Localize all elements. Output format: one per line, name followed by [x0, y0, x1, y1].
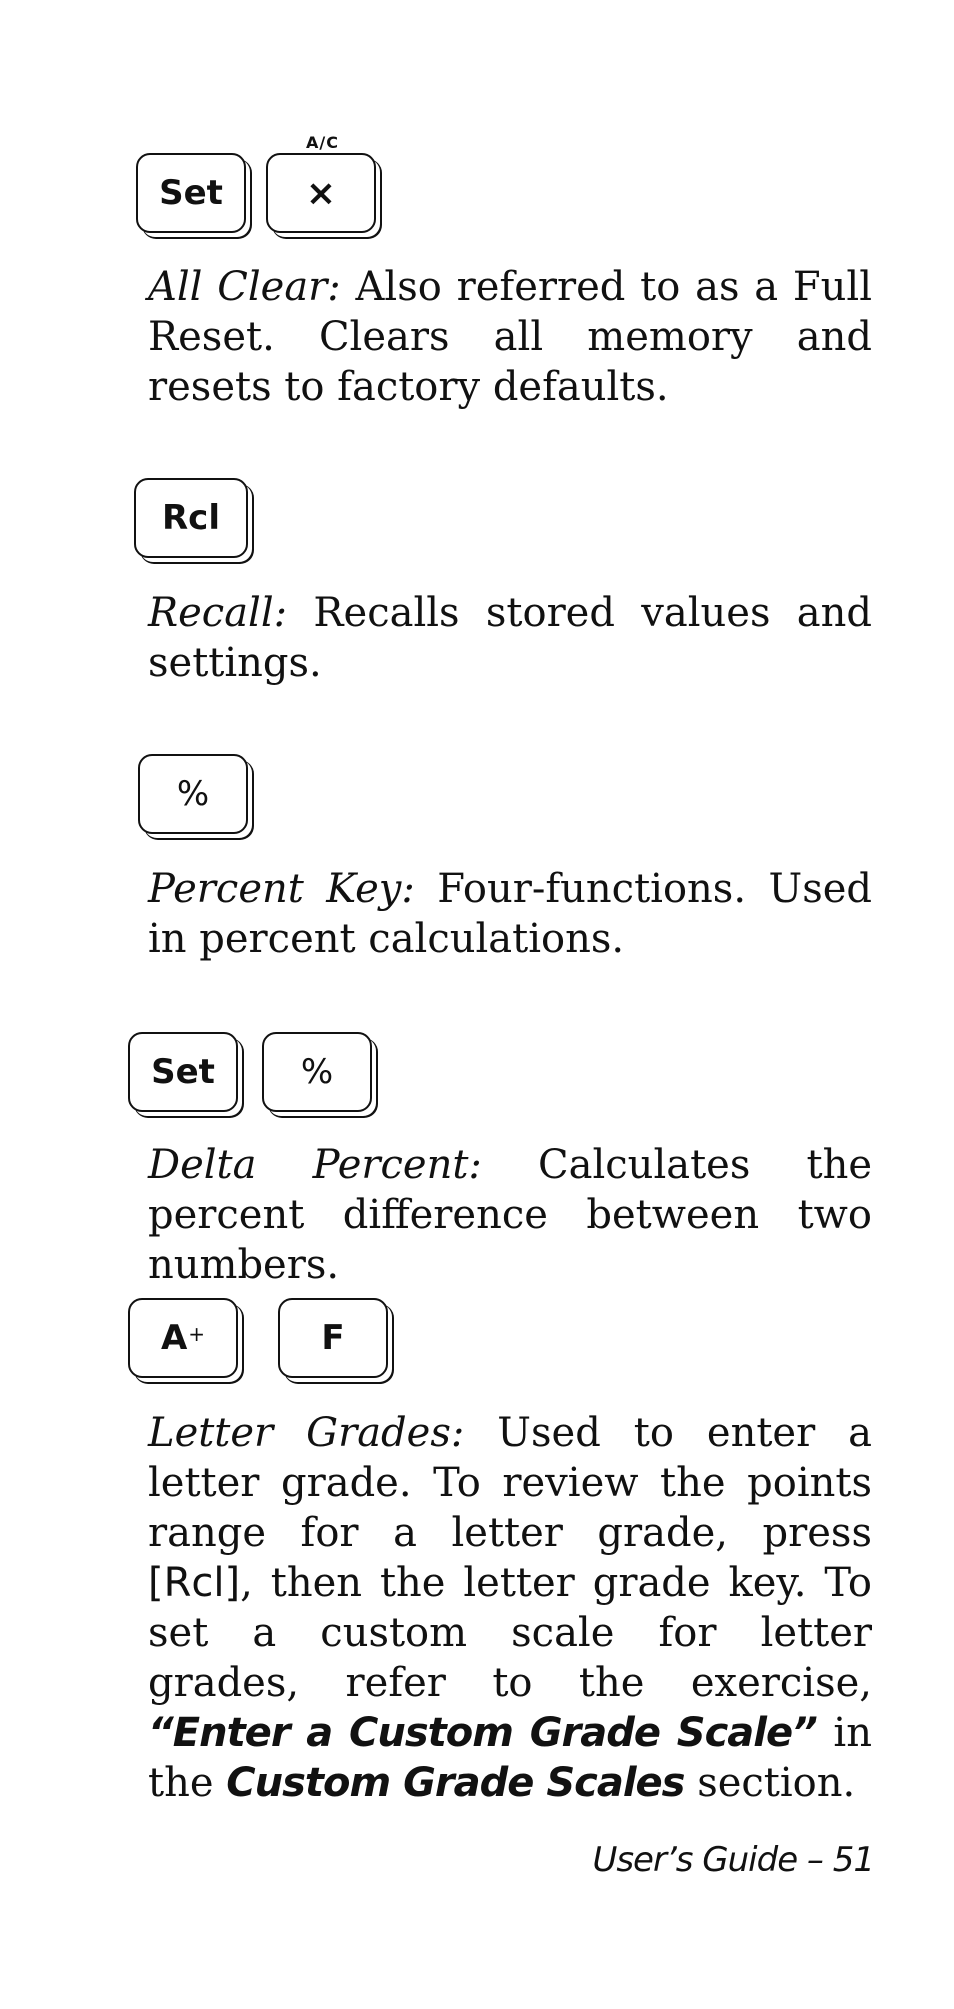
percent-description: Percent Key: Four-functions. Used in percent calculations. — [148, 866, 872, 962]
letter-grades-term: Letter Grades: — [148, 1410, 465, 1456]
a-plus-key: A + — [128, 1298, 238, 1378]
percent-term: Percent Key: — [148, 866, 415, 912]
ac-key-top-label: A/C — [306, 133, 339, 152]
all-clear-term: All Clear: — [148, 264, 341, 310]
page-footer: User’s Guide – 51 — [592, 1840, 874, 1880]
section-reference: Custom Grade Scales — [226, 1760, 685, 1806]
letter-grades-description: Letter Grades: Used to enter a letter grade. To review the points range for a letter grade, press [Rcl], then the letter grade key. To set a custom scale for letter grades, refer to the exercise, “Enter a Custom Grade Scale” in the Custom Grade Scales section. — [148, 1410, 872, 1806]
rcl-key: Rcl — [134, 478, 248, 558]
multiply-icon: × — [305, 172, 337, 214]
percent-key-delta: % — [262, 1032, 372, 1112]
recall-term: Recall: — [148, 590, 288, 636]
multiply-key — [266, 153, 376, 233]
delta-percent-term: Delta Percent: — [148, 1142, 482, 1188]
set-key: Set — [136, 153, 246, 233]
percent-key: % — [138, 754, 248, 834]
f-key: F — [278, 1298, 388, 1378]
recall-description: Recall: Recalls stored values and settings. — [148, 590, 872, 686]
set-key-delta: Set — [128, 1032, 238, 1112]
exercise-reference: “Enter a Custom Grade Scale” — [148, 1710, 817, 1756]
all-clear-description: All Clear: Also referred to as a Full Reset. Clears all memory and resets to factory defaults. — [148, 264, 872, 410]
delta-percent-description: Delta Percent: Calculates the percent difference between two numbers. — [148, 1142, 872, 1288]
rcl-key-reference: [Rcl] — [148, 1560, 241, 1606]
